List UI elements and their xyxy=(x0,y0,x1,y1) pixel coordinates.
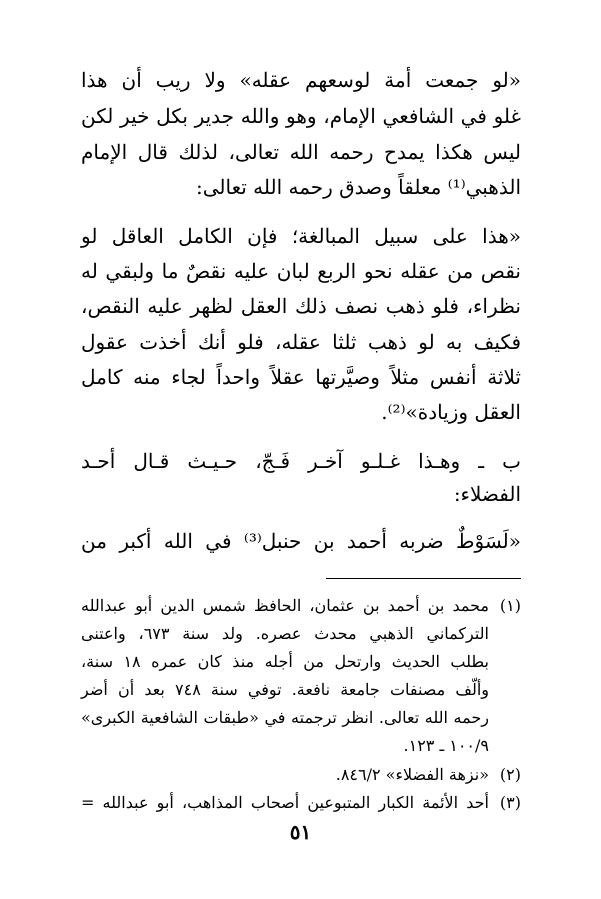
page-number: ٥١ xyxy=(289,820,312,844)
body-line: «لَسَوْطٌ ضربه أحمد بن حنبل⁽³⁾ في الله أكبر من xyxy=(81,529,521,553)
body-line: ليس هكذا يمدح رحمه الله تعالى، لذلك قال الإمام xyxy=(81,140,521,164)
body-line: الذهبي⁽¹⁾ معلقاً وصدق رحمه الله تعالى: xyxy=(195,175,521,199)
body-line: نظراء، فلو ذهب نصف ذلك العقل لظهر عليه النقص، xyxy=(81,294,521,318)
footnote-line: وألّف مصنفات جامعة نافعة. توفي سنة ٧٤٨ بعد أن أضر xyxy=(81,680,489,699)
footnote-line: ١٠٠/٩ ـ ١٢٣. xyxy=(403,736,489,755)
footnote-number: (١) xyxy=(499,596,521,615)
body-line: العقل وزيادة»⁽²⁾. xyxy=(381,400,521,424)
footnote-line: رحمه الله تعالى. انظر ترجمته في «طبقات الشافعية الكبرى» xyxy=(81,708,489,727)
footnote-line: محمد بن أحمد بن عثمان، الحافظ شمس الدين أبو عبدالله xyxy=(81,596,489,615)
footnote-line: أحد الأئمة الكبار المتبوعين أصحاب المذاهب، أبو عبدالله = xyxy=(81,793,489,812)
body-line: نقص من عقله نحو الربع لبان عليه نقصٌ ما ولبقي له xyxy=(81,259,521,283)
body-line: ثلاثة أنفس مثلاً وصيَّرتها عقلاً واحداً لجاء منه كامل xyxy=(81,365,521,389)
body-line: فكيف به لو ذهب ثلثا عقله، فلو أنك أخذت عقول xyxy=(81,330,521,354)
footnote-line: بطلب الحديث وارتحل من أجله منذ كان عمره ١٨ سنة، xyxy=(81,652,489,671)
body-line: «لو جمعت أمة لوسعهم عقله» ولا ريب أن هذا xyxy=(81,68,521,92)
body-line: ب ـ وهـذا غـلـو آخـر فَـجّ، حـيـث قـال أحـد xyxy=(81,449,521,473)
footnote-line: التركماني الذهبي محدث عصره. ولد سنة ٦٧٣، واعتنى xyxy=(81,624,490,643)
footnote-number: (٢) xyxy=(499,765,521,784)
body-line: «هذا على سبيل المبالغة؛ فإن الكامل العاقل لو xyxy=(81,224,521,248)
body-line: الفضلاء: xyxy=(453,482,521,506)
footnote-line: «نزهة الفضلاء» ٨٤٦/٢. xyxy=(335,765,489,784)
footnote-separator xyxy=(326,578,521,579)
body-line: غلو في الشافعي الإمام، وهو والله جدير بكل خير لكن xyxy=(81,104,521,128)
footnote-number: (٣) xyxy=(499,793,521,812)
